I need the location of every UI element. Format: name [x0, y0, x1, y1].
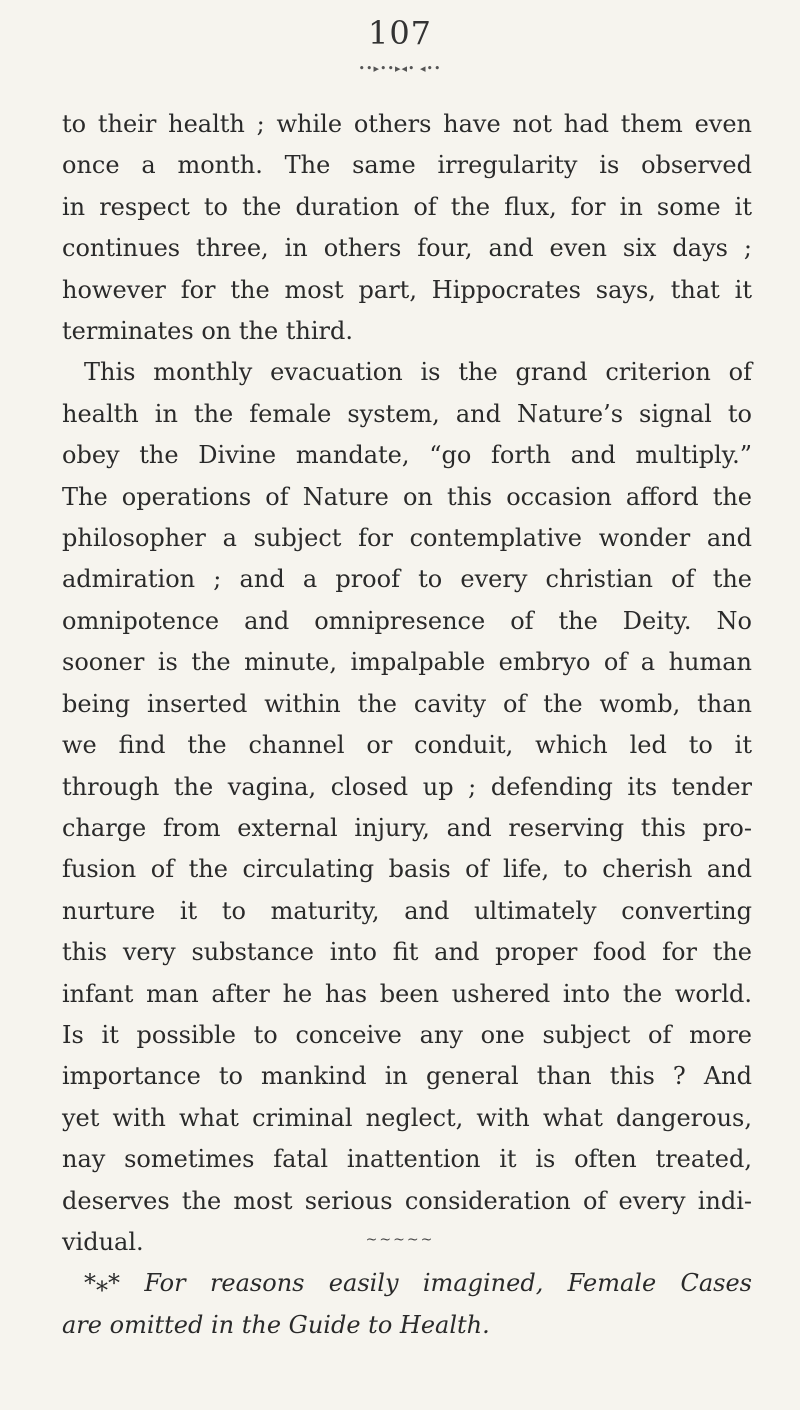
text-line: this very substance into fit and proper food for the — [62, 938, 752, 967]
text-line: importance to mankind in general than this ? And — [62, 1062, 752, 1091]
text-line: sooner is the minute, impalpable embryo of a human — [62, 648, 752, 677]
text-line: we find the channel or conduit, which led to it — [62, 731, 752, 760]
text-line: through the vagina, closed up ; defending its tender — [62, 772, 752, 801]
text-line: being inserted within the cavity of the womb, than — [62, 689, 752, 718]
text-line: nurture it to maturity, and ultimately converting — [62, 896, 752, 925]
text-line: to their health ; while others have not had them even — [62, 110, 752, 138]
page-number: 107 — [367, 14, 433, 52]
text-line: health in the female system, and Nature’s signal to — [62, 399, 752, 428]
text-line: in respect to the duration of the flux, for in some it — [62, 192, 752, 221]
text-line: admiration ; and a proof to every christian of the — [62, 565, 752, 594]
text-line: however for the most part, Hippocrates says, that it — [62, 275, 752, 304]
text-line: deserves the most serious consideration of every indi- — [62, 1186, 752, 1215]
text-line: Is it possible to conceive any one subject of more — [62, 1020, 752, 1049]
text-line: nay sometimes fatal inattention it is often treated, — [62, 1145, 752, 1174]
text-line: This monthly evacuation is the grand criterion of — [84, 358, 752, 387]
text-line: terminates on the third. — [62, 317, 354, 346]
text-line: infant man after he has been ushered into the world. — [62, 979, 752, 1008]
text-line: continues three, in others four, and even six days ; — [62, 234, 752, 263]
bottom-ornament: ~~~~~ — [365, 1232, 435, 1248]
footnote-line: *⁎* For reasons easily imagined, Female Cases — [84, 1269, 752, 1298]
body-text — [62, 104, 752, 1346]
text-line: The operations of Nature on this occasion afford the — [62, 482, 752, 511]
text-line: obey the Divine mandate, “go forth and multiply.” — [62, 441, 752, 470]
footnote-line: are omitted in the Guide to Health. — [62, 1310, 490, 1339]
text-line: vidual. — [62, 1227, 144, 1256]
text-line: fusion of the circulating basis of life, to cherish and — [62, 855, 752, 884]
text-line: charge from external injury, and reserving this pro- — [62, 813, 752, 842]
text-line: once a month. The same irregularity is observed — [62, 151, 752, 180]
text-line: omnipotence and omnipresence of the Deity. No — [62, 606, 752, 635]
text-line: yet with what criminal neglect, with what dangerous, — [62, 1103, 752, 1132]
text-line: philosopher a subject for contemplative wonder and — [62, 524, 752, 553]
top-ornament: ••▸••▸◂• ◂•• — [358, 62, 442, 75]
